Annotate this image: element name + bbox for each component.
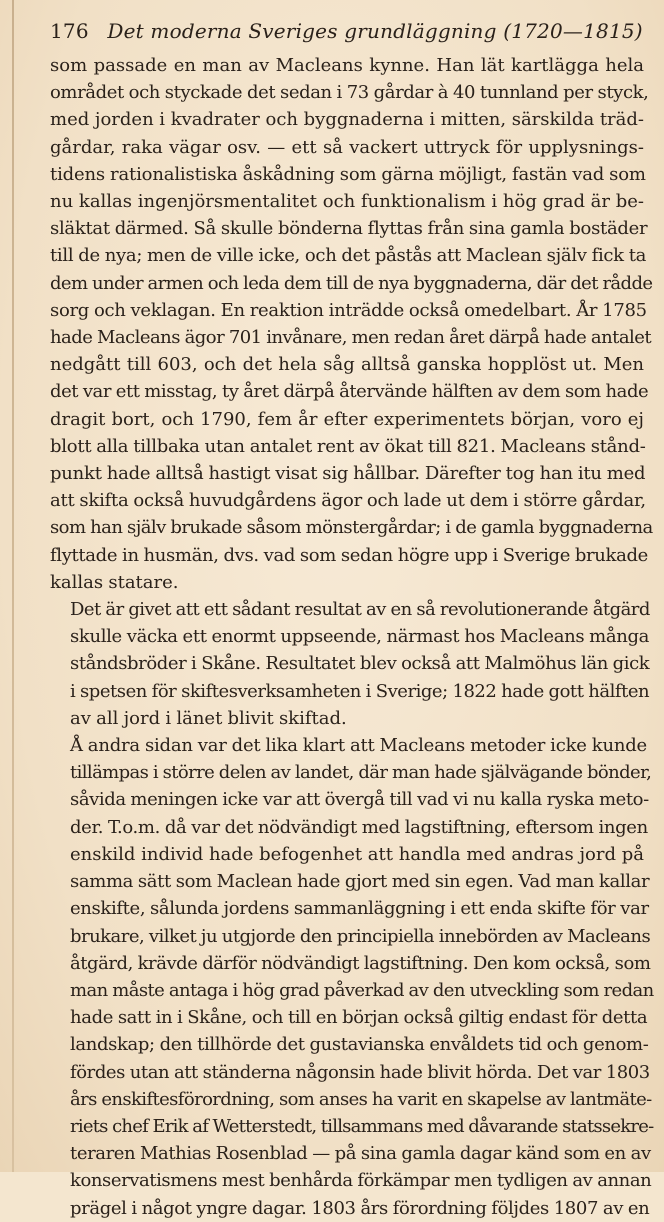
text-line: gårdar, raka vägar osv. — ett så vackert uttryck för upplysnings-	[50, 136, 644, 158]
text-line: blott alla tillbaka utan antalet rent av ökat till 821. Macleans stånd-	[50, 435, 646, 457]
text-line: prägel i något yngre dagar. 1803 års förordning följdes 1807 av en	[70, 1197, 650, 1219]
text-line: enskild individ hade befogenhet att handla med andras jord på	[70, 843, 644, 865]
text-line: års enskiftesförordning, som anses ha varit en skapelse av lantmäte-	[70, 1088, 652, 1110]
text-line: nu kallas ingenjörsmentalitet och funktionalism i hög grad är be-	[50, 191, 644, 213]
text-line: Å andra sidan var det lika klart att Macleans metoder icke kunde	[70, 735, 647, 757]
text-line: teraren Mathias Rosenblad — på sina gamla dagar känd som en av	[70, 1143, 651, 1165]
text-line: såvida meningen icke var att övergå till vad vi nu kalla ryska meto-	[70, 789, 649, 811]
text-line: till de nya; men de ville icke, och det påstås att Maclean själv fick ta	[50, 245, 647, 267]
text-line: att skifta också huvudgårdens ägor och lade ut dem i större gårdar,	[50, 490, 646, 512]
text-line: släktat därmed. Så skulle bönderna flyttas från sina gamla bostäder	[50, 218, 648, 240]
paragraph	[50, 732, 654, 1222]
text-line: hade Macleans ägor 701 invånare, men redan året därpå hade antalet	[50, 327, 652, 349]
paragraph	[50, 596, 650, 732]
text-line: landskap; den tillhörde det gustavianska envåldets tid och genom-	[70, 1034, 649, 1056]
text-line: kallas statare.	[50, 571, 179, 593]
text-line: riets chef Erik af Wetterstedt, tillsammans med dåvarande statssekre-	[70, 1115, 654, 1137]
text-line: åtgärd, krävde därför nödvändigt lagstiftning. Den kom också, som	[70, 952, 651, 974]
text-line: skulle väcka ett enormt uppseende, närmast hos Macleans många	[70, 626, 650, 648]
text-line: i spetsen för skiftesverksamheten i Sverige; 1822 hade gott hälften	[70, 680, 650, 702]
page-edge	[12, 0, 14, 1172]
text-line: som han själv brukade såsom mönstergårdar; i de gamla byggnaderna	[50, 517, 653, 539]
text-line: det var ett misstag, ty året därpå återvände hälften av dem som hade	[50, 381, 649, 403]
text-line: fördes utan att ständerna någonsin hade blivit hörda. Det var 1803	[70, 1061, 650, 1083]
text-line: hade satt in i Skåne, och till en början också giltig endast för detta	[70, 1007, 648, 1029]
text-line: tidens rationalistiska åskådning som gärna möjligt, fastän vad som	[50, 163, 646, 185]
text-line: der. T.o.m. då var det nödvändigt med lagstiftning, eftersom ingen	[70, 816, 648, 838]
paragraph	[50, 52, 653, 596]
text-line: samma sätt som Maclean hade gjort med sin egen. Vad man kallar	[70, 871, 650, 893]
text-line: som passade en man av Macleans kynne. Han lät kartlägga hela	[50, 55, 644, 76]
running-head	[50, 18, 644, 44]
page-number: 176	[50, 19, 89, 43]
text-line: området och styckade det sedan i 73 gårdar à 40 tunnland per styck,	[50, 82, 649, 104]
body-text	[50, 52, 654, 1222]
text-line: ståndsbröder i Skåne. Resultatet blev också att Malmöhus län gick	[70, 653, 650, 675]
chapter-title: Det moderna Sveriges grundläggning (1720—1815)	[107, 19, 643, 43]
text-line: man måste antaga i hög grad påverkad av den utveckling som redan	[70, 979, 654, 1001]
text-line: punkt hade alltså hastigt visat sig hållbar. Därefter tog han itu med	[50, 463, 646, 485]
text-line: dem under armen och leda dem till de nya byggnaderna, där det rådde	[50, 272, 653, 294]
text-line: med jorden i kvadrater och byggnaderna i mitten, särskilda träd-	[50, 109, 644, 131]
text-line: dragit bort, och 1790, fem år efter experimentets början, voro ej	[50, 408, 644, 430]
text-line: Det är givet att ett sådant resultat av en så revolutionerande åtgärd	[70, 599, 650, 621]
text-line: flyttade in husmän, dvs. vad som sedan högre upp i Sverige brukade	[50, 544, 648, 566]
text-line: sorg och veklagan. En reaktion inträdde också omedelbart. År 1785	[50, 299, 647, 321]
text-line: nedgått till 603, och det hela såg alltså ganska hopplöst ut. Men	[50, 354, 644, 376]
text-line: tillämpas i större delen av landet, där man hade självägande bönder,	[70, 762, 652, 784]
text-line: brukare, vilket ju utgjorde den principiella innebörden av Macleans	[70, 925, 651, 947]
text-line: konservatismens mest benhårda förkämpar men tydligen av annan	[70, 1170, 652, 1192]
text-line: av all jord i länet blivit skiftad.	[70, 707, 347, 729]
text-line: enskifte, sålunda jordens sammanläggning i ett enda skifte för var	[70, 898, 649, 920]
